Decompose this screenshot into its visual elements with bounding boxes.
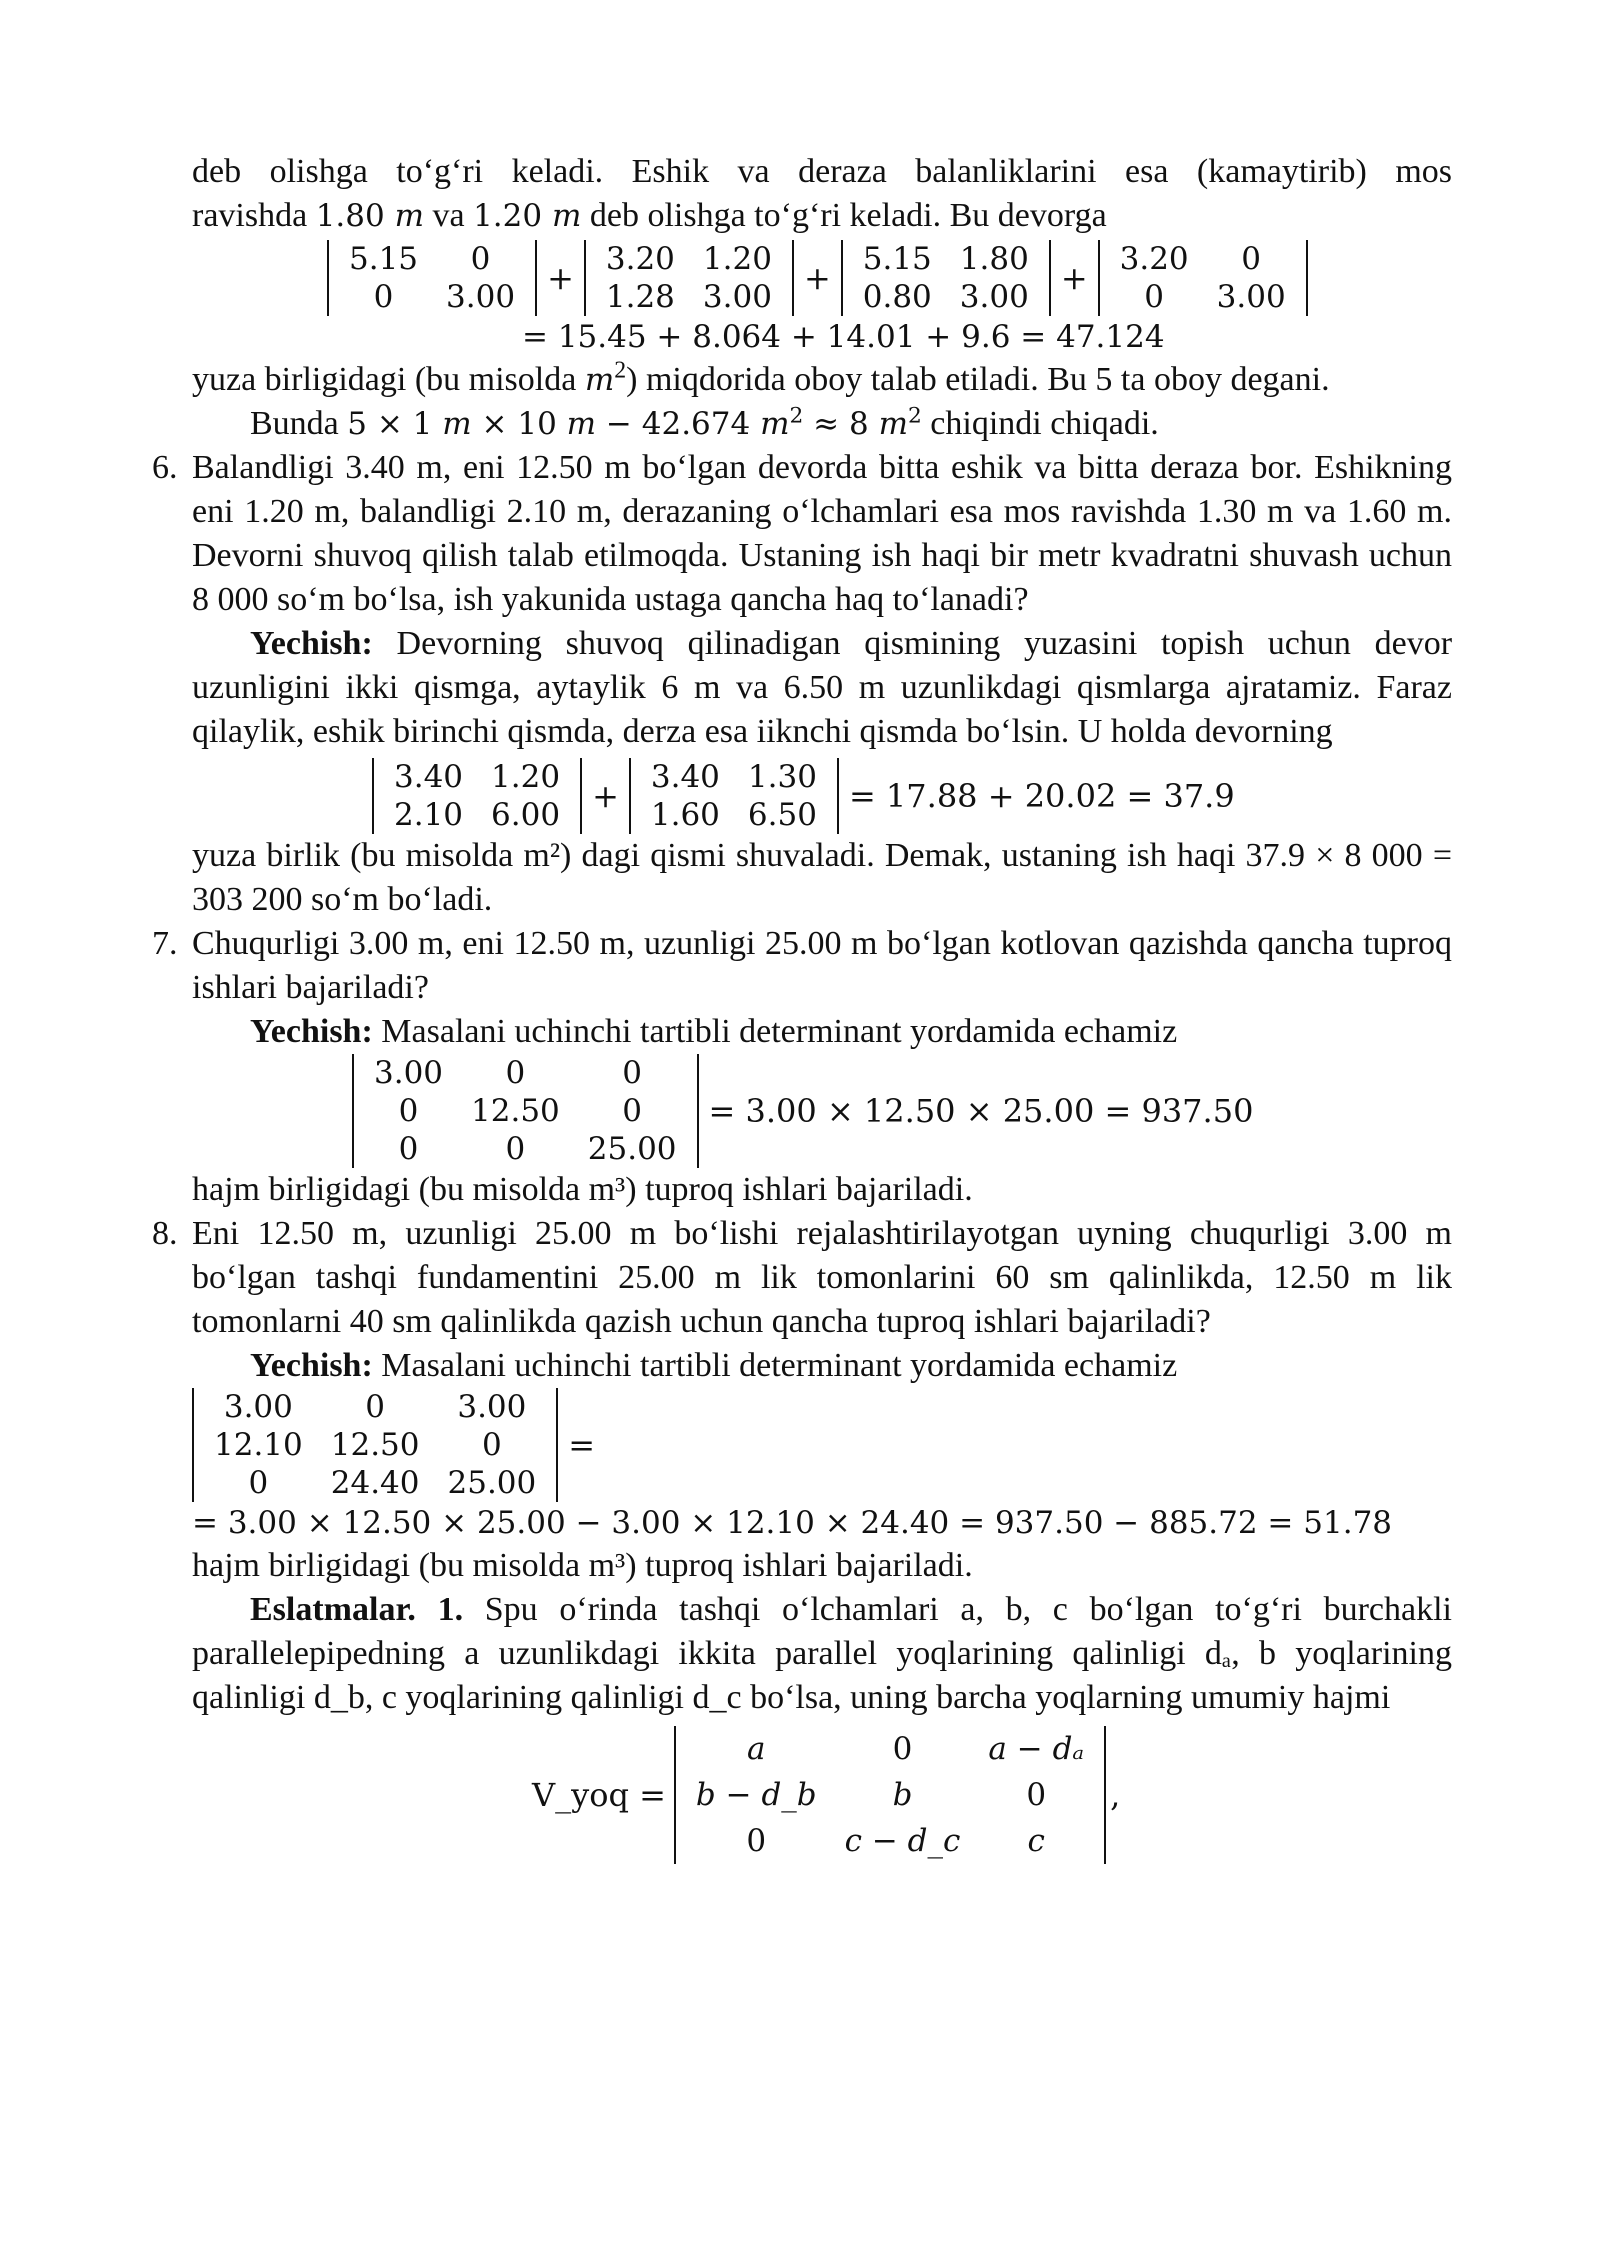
document-page [152, 150, 1453, 1864]
problem-7 [152, 922, 1452, 1010]
solution: Yechish: Masalani uchinchi tartibli determinant yordamida echamiz [250, 1347, 1178, 1384]
problem-number: 7. [152, 925, 178, 962]
problem-number: 6. [152, 449, 178, 486]
determinant: 3.00 0 0 0 12.50 0 0 0 25.00 [352, 1054, 699, 1168]
det2-result: = 17.88 + 20.02 = 37.9 [848, 777, 1235, 815]
solution: Yechish: Devorning shuvoq qilinadigan qismining yuzasini topish uchun devor uzunligini ikki qismga, aytaylik 6 m va 6.50 m uzunlikdagi qismlarga ajratamiz. Faraz qilaylik, eshik birinchi qismda, derza esa iiknchi qismda bo‘lsin. U holda devorning [192, 625, 1453, 750]
determinant-sum-2: 3.40 1.20 2.10 6.00 + 3.40 1.30 1.60 6.50 = 17.88 + 20.02 = 37.9 [372, 758, 1452, 834]
det1-result: = 15.45 + 8.064 + 14.01 + 9.6 = 47.124 [522, 319, 1165, 355]
determinant-4: 3.00 0 3.00 12.10 12.50 0 0 24.40 25.00 = [192, 1388, 1452, 1502]
paragraph-line: ravishda 1.80 m va 1.20 m deb olishga to‘g‘ri keladi. Bu devorga [192, 197, 1107, 234]
paragraph-line: deb olishga to‘g‘ri keladi. Eshik va deraza balanliklarini esa (kamaytirib) mos [192, 153, 1452, 190]
note-label: Eslatmalar. 1. [250, 1591, 464, 1628]
problem-6 [152, 446, 1452, 622]
problem-text: Eni 12.50 m, uzunligi 25.00 m bo‘lishi rejalashtirilayotgan uyning chuqurligi 3.00 m bo‘lgan tashqi fundamentini 25.00 m lik tomonlarini 60 sm qalinlikda, 12.50 m lik tomonlarni 40 sm qalinlikda qazish uchun qancha tuproq ishlari bajariladi? [192, 1215, 1452, 1340]
note: Eslatmalar. 1. Spu o‘rinda tashqi o‘lchamlari a, b, c bo‘lgan to‘g‘ri burchakli parallelepipedning a uzunlikdagi ikkita parallel yoqlarining qalinligi dₐ, b yoqlarining qalinligi d_b, c yoqlarining qalinligi d_c bo‘lsa, uning barcha yoqlarning umumiy hajmi [192, 1591, 1452, 1716]
det4-result: = 3.00 × 12.50 × 25.00 − 3.00 × 12.10 × 24.40 = 937.50 − 885.72 = 51.78 [192, 1505, 1393, 1541]
problem-text: Balandligi 3.40 m, eni 12.50 m bo‘lgan devorda bitta eshik va bitta deraza bor. Eshikning eni 1.20 m, balandligi 2.10 m, derazaning o‘lchamlari esa mos ravishda 1.30 m va 1.60 m. Devorni shuvoq qilish talab etilmoqda. Ustaning ish haqi bir metr kvadratni shuvash uchun 8 000 so‘m bo‘lsa, ish yakunida ustaga qancha haq to‘lanadi? [192, 449, 1452, 618]
solution-label: Yechish: [250, 625, 373, 662]
volume-label: V_yoq = [532, 1776, 666, 1814]
solution: Yechish: Masalani uchinchi tartibli determinant yordamida echamiz [250, 1013, 1178, 1050]
determinant: 5.15 0 0 3.00 [327, 240, 537, 316]
determinant-sum-1: 5.15 0 0 3.00 + 3.20 1.20 1.28 3.00 + 5.15 1.80 0.80 3.00 + 3.20 0 0 3.00 [327, 240, 1452, 316]
paragraph: hajm birligidagi (bu misolda m³) tuproq ishlari bajariladi. [192, 1171, 973, 1208]
paragraph: yuza birligidagi (bu misolda $m^2$) miqdorida oboy talab etiladi. Bu 5 ta oboy degani. [192, 357, 1330, 398]
determinant: 3.40 1.20 2.10 6.00 [372, 758, 582, 834]
problem-text: Chuqurligi 3.00 m, eni 12.50 m, uzunligi 25.00 m bo‘lgan kotlovan qazishda qancha tuproq ishlari bajariladi? [192, 925, 1452, 1006]
paragraph: hajm birligidagi (bu misolda m³) tuproq ishlari bajariladi. [192, 1547, 973, 1584]
determinant: 3.20 1.20 1.28 3.00 [584, 240, 794, 316]
volume-formula: V_yoq = a 0 a − dₐ b − d_b b 0 0 c − d_c c , [522, 1726, 1452, 1864]
determinant: 3.20 0 0 3.00 [1098, 240, 1308, 316]
determinant-3 [352, 1054, 1452, 1168]
determinant: 3.40 1.30 1.60 6.50 [629, 758, 839, 834]
det3-result: = 3.00 × 12.50 × 25.00 = 937.50 [708, 1092, 1254, 1130]
problem-number: 8. [152, 1215, 178, 1252]
paragraph: yuza birlik (bu misolda m²) dagi qismi shuvaladi. Demak, ustaning ish haqi 37.9 × 8 000 = 303 200 so‘m bo‘ladi. [192, 837, 1452, 918]
determinant: 3.00 0 3.00 12.10 12.50 0 0 24.40 25.00 [192, 1388, 558, 1502]
determinant: 5.15 1.80 0.80 3.00 [841, 240, 1051, 316]
problem-8 [152, 1212, 1452, 1344]
determinant: a 0 a − dₐ b − d_b b 0 0 c − d_c c [674, 1726, 1106, 1864]
paragraph: Bunda 5 × 1 m × 10 m − 42.674 $m^2 \approx 8$ $m^2$ chiqindi chiqadi. [250, 403, 1159, 442]
